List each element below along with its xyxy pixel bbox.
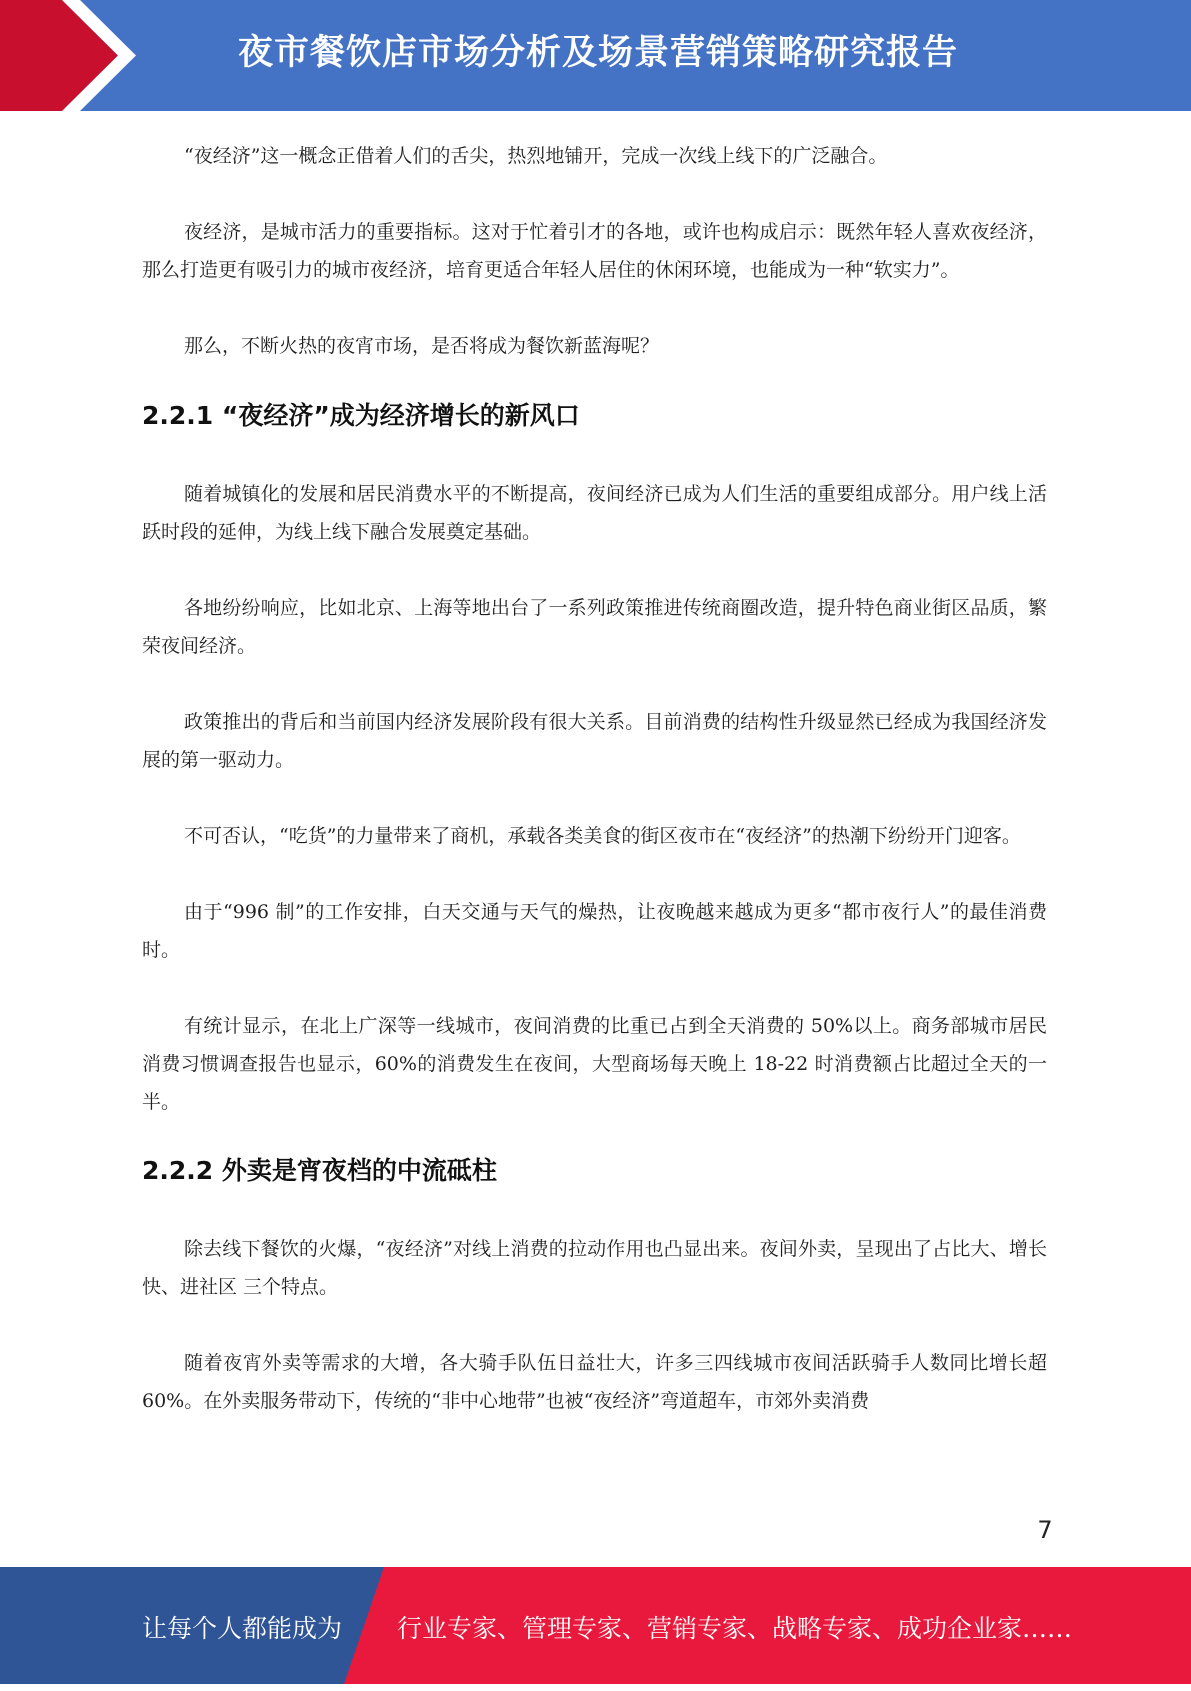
section-heading-2-2-2: 2.2.2 外卖是宵夜档的中流砥柱 [142, 1156, 497, 1185]
section-heading-2-2-1: 2.2.1 “夜经济”成为经济增长的新风口 [142, 401, 580, 430]
page-footer [0, 1567, 1191, 1684]
footer-slogan-right: 行业专家、管理专家、营销专家、战略专家、成功企业家…… [397, 1614, 1073, 1643]
section1-paragraph-1: 随着城镇化的发展和居民消费水平的不断提高，夜间经济已成为人们生活的重要组成部分。用户线上活跃时段的延伸，为线上线下融合发展奠定基础。 [142, 483, 1047, 543]
section1-paragraph-4: 不可否认，“吃货”的力量带来了商机，承载各类美食的街区夜市在“夜经济”的热潮下纷纷开门迎客。 [184, 825, 1021, 847]
section1-paragraph-3: 政策推出的背后和当前国内经济发展阶段有很大关系。目前消费的结构性升级显然已经成为我国经济发展的第一驱动力。 [142, 711, 1047, 771]
section1-paragraph-2: 各地纷纷响应，比如北京、上海等地出台了一系列政策推进传统商圈改造，提升特色商业街区品质，繁荣夜间经济。 [142, 597, 1047, 657]
section2-paragraph-1: 除去线下餐饮的火爆，“夜经济”对线上消费的拉动作用也凸显出来。夜间外卖，呈现出了占比大、增长快、进社区 三个特点。 [142, 1238, 1047, 1298]
footer-slogan-left: 让每个人都能成为 [142, 1614, 343, 1643]
document-body [142, 130, 1047, 1420]
page-header [0, 0, 1191, 111]
red-chevron-decoration [0, 0, 160, 111]
page-number: 7 [1037, 1516, 1053, 1544]
section1-paragraph-5: 由于“996 制”的工作安排，白天交通与天气的燥热，让夜晚越来越成为更多“都市夜行人”的最佳消费时。 [142, 901, 1047, 961]
intro-paragraph-2: 夜经济，是城市活力的重要指标。这对于忙着引才的各地，或许也构成启示：既然年轻人喜欢夜经济，那么打造更有吸引力的城市夜经济，培育更适合年轻人居住的休闲环境，也能成为一种“软实力”。 [142, 221, 1047, 281]
section1-paragraph-6: 有统计显示，在北上广深等一线城市，夜间消费的比重已占到全天消费的 50%以上。商务部城市居民消费习惯调查报告也显示，60%的消费发生在夜间，大型商场每天晚上 18-22 时消费额占比超过全天的一半。 [142, 1015, 1047, 1113]
intro-paragraph-3: 那么，不断火热的夜宵市场，是否将成为餐饮新蓝海呢？ [184, 335, 660, 357]
section2-paragraph-2: 随着夜宵外卖等需求的大增，各大骑手队伍日益壮大，许多三四线城市夜间活跃骑手人数同比增长超 60%。在外卖服务带动下，传统的“非中心地带”也被“夜经济”弯道超车，市郊外卖消费 [142, 1352, 1047, 1412]
report-title: 夜市餐饮店市场分析及场景营销策略研究报告 [238, 33, 959, 73]
intro-paragraph-1: “夜经济”这一概念正借着人们的舌尖，热烈地铺开，完成一次线上线下的广泛融合。 [184, 145, 888, 167]
